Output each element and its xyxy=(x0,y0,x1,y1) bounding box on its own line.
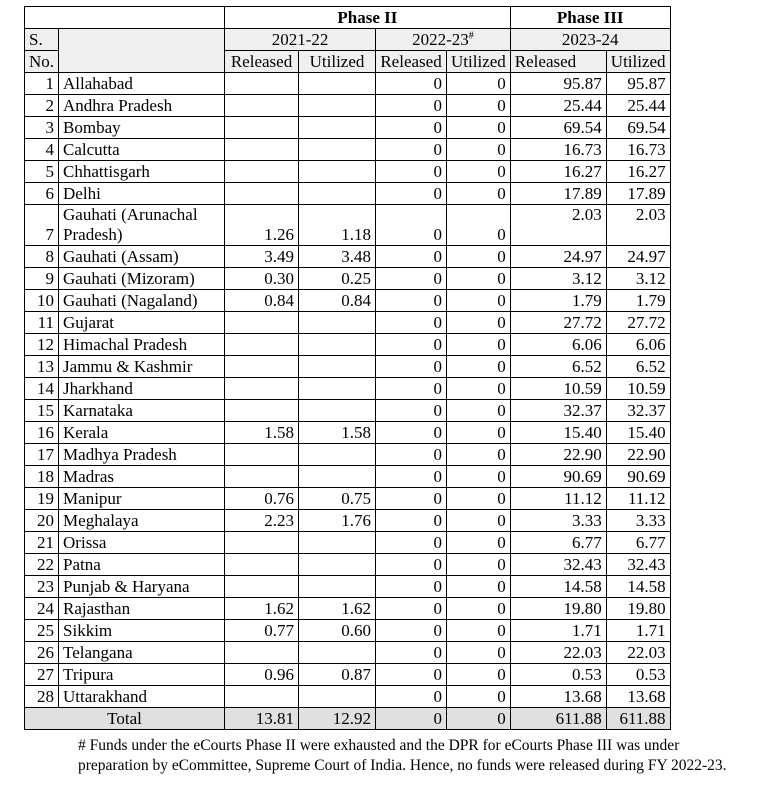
released-2022-23-value: 0 xyxy=(376,532,447,554)
released-2022-23-value: 0 xyxy=(376,139,447,161)
released-2022-23-value: 0 xyxy=(376,246,447,268)
utilized-2023-24-value: 95.87 xyxy=(606,73,670,95)
utilized-2021-22-value xyxy=(299,686,376,708)
table-row xyxy=(25,334,671,356)
total-utilized-2022-23: 0 xyxy=(447,708,511,730)
table-row xyxy=(25,598,671,620)
utilized-2023-24-value: 25.44 xyxy=(606,95,670,117)
utilized-2023-24-value: 32.37 xyxy=(606,400,670,422)
serial-number: 15 xyxy=(25,400,59,422)
released-2022-23-value: 0 xyxy=(376,95,447,117)
released-2022-23-value: 0 xyxy=(376,73,447,95)
released-2022-23-value: 0 xyxy=(376,554,447,576)
serial-number: 9 xyxy=(25,268,59,290)
fy-2022-23-label: 2022-23 xyxy=(412,29,469,49)
high-court-name: Andhra Pradesh xyxy=(59,95,225,117)
high-courts-funds-table xyxy=(24,6,671,730)
released-2021-22-value xyxy=(225,400,299,422)
high-court-name: Tripura xyxy=(59,664,225,686)
utilized-2021-22-value xyxy=(299,117,376,139)
utilized-2022-23-value: 0 xyxy=(447,620,511,642)
utilized-2022-23-value: 0 xyxy=(447,139,511,161)
utilized-2023-24-value: 13.68 xyxy=(606,686,670,708)
utilized-2023-24-value: 6.52 xyxy=(606,356,670,378)
utilized-2023-24-value: 6.77 xyxy=(606,532,670,554)
high-court-name: Uttarakhand xyxy=(59,686,225,708)
utilized-2022-23-value: 0 xyxy=(447,444,511,466)
footnote: # Funds under the eCourts Phase II were exhausted and the DPR for eCourts Phase III was under preparation by eCommittee, Supreme Court of India. Hence, no funds were released during FY 2022-23. xyxy=(78,737,727,774)
table-row xyxy=(25,356,671,378)
high-court-name: Himachal Pradesh xyxy=(59,334,225,356)
released-2022-23-value: 0 xyxy=(376,598,447,620)
released-2023-24-value: 10.59 xyxy=(510,378,606,400)
serial-number: 14 xyxy=(25,378,59,400)
sno-header-line1: S. xyxy=(25,29,59,51)
serial-number: 1 xyxy=(25,73,59,95)
utilized-2021-22-header: Utilized xyxy=(299,51,376,73)
high-court-name: Rajasthan xyxy=(59,598,225,620)
utilized-2023-24-value: 32.43 xyxy=(606,554,670,576)
serial-number: 4 xyxy=(25,139,59,161)
high-court-name: Gauhati (Assam) xyxy=(59,246,225,268)
released-2022-23-value: 0 xyxy=(376,444,447,466)
utilized-2023-24-value: 69.54 xyxy=(606,117,670,139)
released-2021-22-value xyxy=(225,466,299,488)
serial-number: 2 xyxy=(25,95,59,117)
released-2021-22-value xyxy=(225,73,299,95)
utilized-2023-24-value: 14.58 xyxy=(606,576,670,598)
released-2023-24-value: 3.33 xyxy=(510,510,606,532)
utilized-2021-22-value xyxy=(299,73,376,95)
released-2023-24-value: 6.52 xyxy=(510,356,606,378)
utilized-2023-24-value: 2.03 xyxy=(606,205,670,246)
high-court-name: Chhattisgarh xyxy=(59,161,225,183)
high-court-name: Madras xyxy=(59,466,225,488)
high-court-name: Delhi xyxy=(59,183,225,205)
utilized-2023-24-value: 1.79 xyxy=(606,290,670,312)
released-2022-23-value: 0 xyxy=(376,183,447,205)
utilized-2021-22-value: 0.25 xyxy=(299,268,376,290)
serial-number: 26 xyxy=(25,642,59,664)
released-2023-24-value: 6.77 xyxy=(510,532,606,554)
utilized-2021-22-value: 1.62 xyxy=(299,598,376,620)
released-2022-23-header: Released xyxy=(376,51,447,73)
utilized-2021-22-value: 0.87 xyxy=(299,664,376,686)
released-2022-23-value: 0 xyxy=(376,268,447,290)
serial-number: 23 xyxy=(25,576,59,598)
utilized-2021-22-value: 0.60 xyxy=(299,620,376,642)
released-2021-22-value: 1.26 xyxy=(225,205,299,246)
high-court-name-line2: Pradesh) xyxy=(63,225,123,244)
released-2022-23-value: 0 xyxy=(376,378,447,400)
released-2021-22-value: 2.23 xyxy=(225,510,299,532)
high-court-name: Gujarat xyxy=(59,312,225,334)
released-2023-24-value: 0.53 xyxy=(510,664,606,686)
serial-number: 20 xyxy=(25,510,59,532)
released-2021-22-value xyxy=(225,117,299,139)
utilized-2022-23-value: 0 xyxy=(447,532,511,554)
utilized-2023-24-value: 3.33 xyxy=(606,510,670,532)
released-2022-23-value: 0 xyxy=(376,510,447,532)
utilized-2021-22-value: 1.76 xyxy=(299,510,376,532)
released-2021-22-value xyxy=(225,642,299,664)
released-2021-22-value xyxy=(225,444,299,466)
released-2022-23-value: 0 xyxy=(376,466,447,488)
sno-header-line2: No. xyxy=(25,51,59,73)
table-row xyxy=(25,117,671,139)
utilized-2022-23-value: 0 xyxy=(447,642,511,664)
released-2023-24-value: 15.40 xyxy=(510,422,606,444)
released-2021-22-value xyxy=(225,312,299,334)
released-2023-24-value: 24.97 xyxy=(510,246,606,268)
utilized-2022-23-value: 0 xyxy=(447,466,511,488)
serial-number: 10 xyxy=(25,290,59,312)
utilized-2021-22-value xyxy=(299,312,376,334)
high-court-name: Kerala xyxy=(59,422,225,444)
serial-number: 24 xyxy=(25,598,59,620)
utilized-2023-24-value: 22.90 xyxy=(606,444,670,466)
released-2021-22-value xyxy=(225,183,299,205)
released-2023-24-value: 27.72 xyxy=(510,312,606,334)
high-court-name xyxy=(59,205,225,246)
released-2023-24-value: 1.79 xyxy=(510,290,606,312)
released-2023-24-value: 2.03 xyxy=(510,205,606,246)
utilized-2023-24-value: 16.73 xyxy=(606,139,670,161)
utilized-2023-24-value: 15.40 xyxy=(606,422,670,444)
released-2023-24-value: 22.03 xyxy=(510,642,606,664)
serial-number: 6 xyxy=(25,183,59,205)
table-row xyxy=(25,312,671,334)
total-label: Total xyxy=(25,708,225,730)
table-row xyxy=(25,139,671,161)
released-2022-23-value: 0 xyxy=(376,400,447,422)
serial-number: 12 xyxy=(25,334,59,356)
table-row xyxy=(25,422,671,444)
table-row xyxy=(25,378,671,400)
high-court-name: Calcutta xyxy=(59,139,225,161)
released-2022-23-value: 0 xyxy=(376,356,447,378)
utilized-2021-22-value: 0.84 xyxy=(299,290,376,312)
utilized-2021-22-value xyxy=(299,183,376,205)
table-row xyxy=(25,205,671,246)
fy-2022-23-header xyxy=(376,29,511,51)
high-court-name: Manipur xyxy=(59,488,225,510)
table-row xyxy=(25,664,671,686)
released-2021-22-value: 0.30 xyxy=(225,268,299,290)
released-2021-22-value: 1.62 xyxy=(225,598,299,620)
utilized-2021-22-value xyxy=(299,356,376,378)
total-utilized-2023-24: 611.88 xyxy=(606,708,670,730)
table-row xyxy=(25,554,671,576)
utilized-2021-22-value xyxy=(299,576,376,598)
released-2023-24-value: 17.89 xyxy=(510,183,606,205)
released-2022-23-value: 0 xyxy=(376,576,447,598)
serial-number: 22 xyxy=(25,554,59,576)
released-2022-23-value: 0 xyxy=(376,117,447,139)
utilized-2021-22-value xyxy=(299,466,376,488)
utilized-2021-22-value xyxy=(299,532,376,554)
high-court-name: Patna xyxy=(59,554,225,576)
serial-number: 16 xyxy=(25,422,59,444)
released-2022-23-value: 0 xyxy=(376,312,447,334)
released-2021-22-value: 0.84 xyxy=(225,290,299,312)
released-2021-22-value xyxy=(225,532,299,554)
utilized-2022-23-value: 0 xyxy=(447,312,511,334)
serial-number: 27 xyxy=(25,664,59,686)
utilized-2022-23-value: 0 xyxy=(447,422,511,444)
utilized-2021-22-value xyxy=(299,334,376,356)
table-body xyxy=(25,73,671,730)
released-2021-22-value xyxy=(225,576,299,598)
blank-header-cell xyxy=(25,7,225,29)
high-courts-header-spacer xyxy=(59,29,225,73)
utilized-2023-24-value: 16.27 xyxy=(606,161,670,183)
utilized-2023-24-value: 90.69 xyxy=(606,466,670,488)
phase-3-header: Phase III xyxy=(510,7,670,29)
released-2023-24-value: 6.06 xyxy=(510,334,606,356)
high-court-name: Bombay xyxy=(59,117,225,139)
table-row xyxy=(25,400,671,422)
serial-number: 11 xyxy=(25,312,59,334)
utilized-2022-23-value: 0 xyxy=(447,183,511,205)
released-2021-22-value xyxy=(225,334,299,356)
utilized-2021-22-value: 1.18 xyxy=(299,205,376,246)
high-court-name: Sikkim xyxy=(59,620,225,642)
released-2021-22-value xyxy=(225,356,299,378)
utilized-2022-23-value: 0 xyxy=(447,598,511,620)
utilized-2022-23-value: 0 xyxy=(447,95,511,117)
table-row xyxy=(25,268,671,290)
total-released-2023-24: 611.88 xyxy=(510,708,606,730)
utilized-2022-23-value: 0 xyxy=(447,246,511,268)
released-2023-24-value: 90.69 xyxy=(510,466,606,488)
total-released-2022-23: 0 xyxy=(376,708,447,730)
utilized-2023-24-value: 22.03 xyxy=(606,642,670,664)
released-2021-22-value: 0.96 xyxy=(225,664,299,686)
released-2023-24-value: 22.90 xyxy=(510,444,606,466)
high-court-name: Allahabad xyxy=(59,73,225,95)
utilized-2021-22-value xyxy=(299,161,376,183)
utilized-2021-22-value: 0.75 xyxy=(299,488,376,510)
released-2022-23-value: 0 xyxy=(376,205,447,246)
high-court-name: Jammu & Kashmir xyxy=(59,356,225,378)
released-2023-24-value: 32.37 xyxy=(510,400,606,422)
released-2022-23-value: 0 xyxy=(376,664,447,686)
utilized-2022-23-value: 0 xyxy=(447,488,511,510)
high-court-name: Punjab & Haryana xyxy=(59,576,225,598)
released-2021-22-value xyxy=(225,95,299,117)
utilized-2023-24-value: 3.12 xyxy=(606,268,670,290)
released-2023-24-value: 13.68 xyxy=(510,686,606,708)
fy-2021-22-header: 2021-22 xyxy=(225,29,376,51)
released-2022-23-value: 0 xyxy=(376,334,447,356)
utilized-2022-23-value: 0 xyxy=(447,161,511,183)
table-row xyxy=(25,532,671,554)
utilized-2022-23-value: 0 xyxy=(447,510,511,532)
utilized-2022-23-value: 0 xyxy=(447,73,511,95)
released-2021-22-value: 0.77 xyxy=(225,620,299,642)
utilized-2022-23-value: 0 xyxy=(447,576,511,598)
utilized-2022-23-value: 0 xyxy=(447,356,511,378)
released-2023-24-value: 19.80 xyxy=(510,598,606,620)
footnote-marker: # xyxy=(468,29,474,41)
utilized-2022-23-value: 0 xyxy=(447,664,511,686)
total-released-2021-22: 13.81 xyxy=(225,708,299,730)
serial-number: 18 xyxy=(25,466,59,488)
released-2021-22-header: Released xyxy=(225,51,299,73)
serial-number: 13 xyxy=(25,356,59,378)
high-court-name-line1: Gauhati (Arunachal xyxy=(63,205,198,224)
serial-number: 8 xyxy=(25,246,59,268)
utilized-2023-24-value: 1.71 xyxy=(606,620,670,642)
released-2021-22-value xyxy=(225,139,299,161)
serial-number: 28 xyxy=(25,686,59,708)
utilized-2022-23-value: 0 xyxy=(447,205,511,246)
released-2023-24-value: 69.54 xyxy=(510,117,606,139)
released-2021-22-value xyxy=(225,378,299,400)
utilized-2021-22-value: 1.58 xyxy=(299,422,376,444)
total-row xyxy=(25,708,671,730)
released-2021-22-value: 3.49 xyxy=(225,246,299,268)
released-2023-24-value: 95.87 xyxy=(510,73,606,95)
table-row xyxy=(25,246,671,268)
released-2021-22-value xyxy=(225,554,299,576)
utilized-2023-24-value: 27.72 xyxy=(606,312,670,334)
total-utilized-2021-22: 12.92 xyxy=(299,708,376,730)
table-row xyxy=(25,576,671,598)
released-2021-22-value: 0.76 xyxy=(225,488,299,510)
table-row xyxy=(25,488,671,510)
high-court-name: Gauhati (Nagaland) xyxy=(59,290,225,312)
released-2023-24-value: 3.12 xyxy=(510,268,606,290)
serial-number: 5 xyxy=(25,161,59,183)
released-2023-24-value: 25.44 xyxy=(510,95,606,117)
utilized-2023-24-value: 24.97 xyxy=(606,246,670,268)
table-row xyxy=(25,95,671,117)
utilized-2022-23-value: 0 xyxy=(447,268,511,290)
serial-number: 7 xyxy=(25,205,59,246)
serial-number: 19 xyxy=(25,488,59,510)
released-2022-23-value: 0 xyxy=(376,161,447,183)
utilized-2023-24-value: 17.89 xyxy=(606,183,670,205)
table-row xyxy=(25,444,671,466)
table-row xyxy=(25,290,671,312)
high-court-name: Telangana xyxy=(59,642,225,664)
serial-number: 21 xyxy=(25,532,59,554)
high-court-name: Jharkhand xyxy=(59,378,225,400)
released-2022-23-value: 0 xyxy=(376,620,447,642)
utilized-2022-23-value: 0 xyxy=(447,117,511,139)
utilized-2021-22-value xyxy=(299,444,376,466)
utilized-2021-22-value xyxy=(299,139,376,161)
serial-number: 3 xyxy=(25,117,59,139)
table-row xyxy=(25,620,671,642)
utilized-2023-24-value: 19.80 xyxy=(606,598,670,620)
table-row xyxy=(25,466,671,488)
utilized-2021-22-value xyxy=(299,642,376,664)
released-2023-24-value: 32.43 xyxy=(510,554,606,576)
high-court-name: Madhya Pradesh xyxy=(59,444,225,466)
released-2023-24-header: Released xyxy=(510,51,606,73)
utilized-2021-22-value xyxy=(299,378,376,400)
utilized-2021-22-value xyxy=(299,400,376,422)
utilized-2023-24-value: 6.06 xyxy=(606,334,670,356)
utilized-2021-22-value xyxy=(299,554,376,576)
utilized-2023-24-header: Utilized xyxy=(606,51,670,73)
utilized-2022-23-value: 0 xyxy=(447,334,511,356)
table-row xyxy=(25,161,671,183)
table-row xyxy=(25,510,671,532)
utilized-2021-22-value: 3.48 xyxy=(299,246,376,268)
serial-number: 25 xyxy=(25,620,59,642)
released-2021-22-value xyxy=(225,161,299,183)
released-2023-24-value: 14.58 xyxy=(510,576,606,598)
released-2021-22-value xyxy=(225,686,299,708)
table-row xyxy=(25,73,671,95)
phase-2-header: Phase II xyxy=(225,7,511,29)
high-court-name: Karnataka xyxy=(59,400,225,422)
utilized-2022-23-value: 0 xyxy=(447,400,511,422)
utilized-2021-22-value xyxy=(299,95,376,117)
table-row xyxy=(25,183,671,205)
released-2022-23-value: 0 xyxy=(376,686,447,708)
serial-number: 17 xyxy=(25,444,59,466)
high-court-name: Orissa xyxy=(59,532,225,554)
released-2023-24-value: 16.27 xyxy=(510,161,606,183)
released-2021-22-value: 1.58 xyxy=(225,422,299,444)
released-2023-24-value: 11.12 xyxy=(510,488,606,510)
fy-2023-24-header: 2023-24 xyxy=(510,29,670,51)
released-2023-24-value: 1.71 xyxy=(510,620,606,642)
released-2022-23-value: 0 xyxy=(376,488,447,510)
table-row xyxy=(25,642,671,664)
utilized-2022-23-value: 0 xyxy=(447,686,511,708)
released-2022-23-value: 0 xyxy=(376,642,447,664)
high-court-name: Gauhati (Mizoram) xyxy=(59,268,225,290)
utilized-2022-23-value: 0 xyxy=(447,554,511,576)
released-2023-24-value: 16.73 xyxy=(510,139,606,161)
utilized-2023-24-value: 0.53 xyxy=(606,664,670,686)
utilized-2022-23-value: 0 xyxy=(447,378,511,400)
utilized-2022-23-value: 0 xyxy=(447,290,511,312)
high-court-name: Meghalaya xyxy=(59,510,225,532)
utilized-2023-24-value: 11.12 xyxy=(606,488,670,510)
utilized-2022-23-header: Utilized xyxy=(447,51,511,73)
utilized-2023-24-value: 10.59 xyxy=(606,378,670,400)
released-2022-23-value: 0 xyxy=(376,290,447,312)
table-row xyxy=(25,686,671,708)
released-2022-23-value: 0 xyxy=(376,422,447,444)
